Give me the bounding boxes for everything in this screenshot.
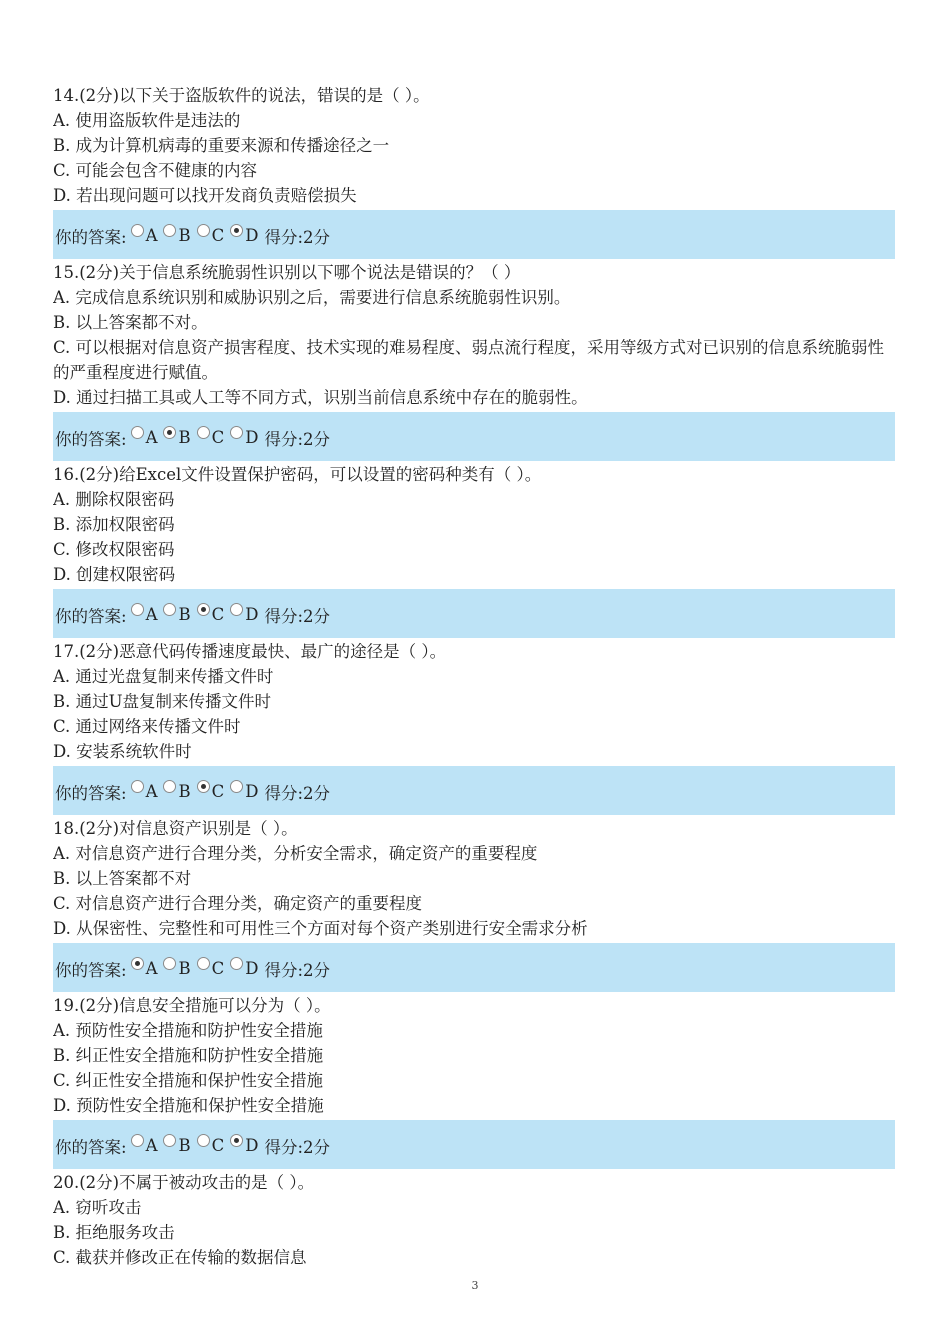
question-block: [53, 639, 895, 815]
answer-bar: [53, 210, 895, 259]
score-text: 得分:2分: [264, 783, 331, 803]
answer-letter: D: [245, 605, 259, 624]
answer-letter: A: [145, 428, 158, 447]
answer-option: C. 对信息资产进行合理分类，确定资产的重要程度: [53, 894, 423, 913]
answer-letter: C: [211, 428, 225, 447]
answer-radio-b[interactable]: [163, 780, 176, 793]
answer-option: C. 修改权限密码: [53, 540, 175, 559]
question-block: [53, 993, 895, 1169]
answer-radio-c[interactable]: [197, 603, 210, 616]
answer-letter: B: [178, 226, 191, 245]
question-stem: 18.(2分)对信息资产识别是（ ）。: [53, 819, 298, 838]
question-stem: 14.(2分)以下关于盗版软件的说法，错误的是（ ）。: [53, 86, 430, 105]
answer-bar: [53, 589, 895, 638]
answer-letter: C: [211, 959, 225, 978]
answer-letter: A: [145, 1136, 158, 1155]
answer-option: A. 预防性安全措施和防护性安全措施: [53, 1021, 323, 1040]
answer-radio-a[interactable]: [131, 224, 144, 237]
answer-letter: B: [178, 782, 191, 801]
answer-radio-c[interactable]: [197, 1134, 210, 1147]
answer-radio-a[interactable]: [131, 603, 144, 616]
answer-radio-c[interactable]: [197, 957, 210, 970]
answer-radio-d[interactable]: [230, 603, 243, 616]
question-block: [53, 260, 895, 461]
answer-letter: B: [178, 959, 191, 978]
answer-letter: C: [211, 1136, 225, 1155]
answer-option: B. 成为计算机病毒的重要来源和传播途径之一: [53, 136, 390, 155]
question-block: [53, 83, 895, 259]
answer-letter: A: [145, 605, 158, 624]
answer-label: 你的答案:: [55, 429, 127, 449]
question-stem: 19.(2分)信息安全措施可以分为（ ）。: [53, 996, 331, 1015]
answer-label: 你的答案:: [55, 1137, 127, 1157]
answer-option: C. 通过网络来传播文件时: [53, 717, 241, 736]
answer-letter: D: [245, 1136, 259, 1155]
answer-radio-c[interactable]: [197, 224, 210, 237]
answer-bar: [53, 1120, 895, 1169]
question-list: [53, 83, 895, 1270]
answer-label: 你的答案:: [55, 606, 127, 626]
answer-option: D. 从保密性、完整性和可用性三个方面对每个资产类别进行安全需求分析: [53, 919, 588, 938]
score-text: 得分:2分: [264, 227, 331, 247]
answer-letter: D: [245, 226, 259, 245]
answer-radio-d[interactable]: [230, 224, 243, 237]
score-text: 得分:2分: [264, 1137, 331, 1157]
answer-radio-b[interactable]: [163, 224, 176, 237]
answer-letter: D: [245, 428, 259, 447]
answer-option: C. 可以根据对信息资产损害程度、技术实现的难易程度、弱点流行程度，采用等级方式对已识别的信息系统脆弱性的严重程度进行赋值。: [53, 338, 885, 382]
answer-option: A. 窃听攻击: [53, 1198, 142, 1217]
answer-letter: D: [245, 782, 259, 801]
answer-bar: [53, 766, 895, 815]
answer-bar: [53, 943, 895, 992]
answer-option: D. 创建权限密码: [53, 565, 176, 584]
answer-option: A. 完成信息系统识别和威胁识别之后，需要进行信息系统脆弱性识别。: [53, 288, 571, 307]
answer-letter: A: [145, 226, 158, 245]
answer-option: C. 截获并修改正在传输的数据信息: [53, 1248, 307, 1267]
question-stem: 16.(2分)给Excel文件设置保护密码，可以设置的密码种类有（ ）。: [53, 465, 542, 484]
answer-letter: B: [178, 605, 191, 624]
answer-letter: B: [178, 1136, 191, 1155]
answer-radio-d[interactable]: [230, 957, 243, 970]
score-text: 得分:2分: [264, 429, 331, 449]
page-number: 3: [471, 1279, 479, 1292]
answer-radio-d[interactable]: [230, 426, 243, 439]
answer-option: B. 添加权限密码: [53, 515, 175, 534]
answer-letter: B: [178, 428, 191, 447]
answer-radio-d[interactable]: [230, 1134, 243, 1147]
answer-letter: D: [245, 959, 259, 978]
answer-radio-a[interactable]: [131, 780, 144, 793]
answer-option: C. 纠正性安全措施和保护性安全措施: [53, 1071, 324, 1090]
answer-option: D. 若出现问题可以找开发商负责赔偿损失: [53, 186, 357, 205]
answer-option: B. 拒绝服务攻击: [53, 1223, 175, 1242]
answer-radio-c[interactable]: [197, 780, 210, 793]
question-stem: 17.(2分)恶意代码传播速度最快、最广的途径是（ ）。: [53, 642, 447, 661]
answer-option: D. 预防性安全措施和保护性安全措施: [53, 1096, 324, 1115]
answer-bar: [53, 412, 895, 461]
answer-radio-a[interactable]: [131, 426, 144, 439]
answer-letter: A: [145, 959, 158, 978]
question-block: [53, 462, 895, 638]
score-text: 得分:2分: [264, 606, 331, 626]
answer-radio-d[interactable]: [230, 780, 243, 793]
question-block: [53, 816, 895, 992]
answer-option: A. 删除权限密码: [53, 490, 175, 509]
answer-option: D. 安装系统软件时: [53, 742, 192, 761]
question-stem: 15.(2分)关于信息系统脆弱性识别以下哪个说法是错误的？（ ）: [53, 263, 521, 282]
answer-option: C. 可能会包含不健康的内容: [53, 161, 258, 180]
score-text: 得分:2分: [264, 960, 331, 980]
answer-option: A. 通过光盘复制来传播文件时: [53, 667, 274, 686]
question-stem: 20.(2分)不属于被动攻击的是（ ）。: [53, 1173, 315, 1192]
answer-radio-b[interactable]: [163, 957, 176, 970]
answer-letter: C: [211, 782, 225, 801]
answer-radio-c[interactable]: [197, 426, 210, 439]
answer-option: A. 对信息资产进行合理分类，分析安全需求，确定资产的重要程度: [53, 844, 538, 863]
question-block: [53, 1170, 895, 1270]
answer-letter: A: [145, 782, 158, 801]
answer-label: 你的答案:: [55, 227, 127, 247]
answer-radio-a[interactable]: [131, 957, 144, 970]
answer-option: B. 以上答案都不对: [53, 869, 192, 888]
answer-label: 你的答案:: [55, 960, 127, 980]
answer-option: B. 通过U盘复制来传播文件时: [53, 692, 272, 711]
answer-letter: C: [211, 605, 225, 624]
answer-radio-b[interactable]: [163, 603, 176, 616]
answer-radio-b[interactable]: [163, 1134, 176, 1147]
answer-radio-b[interactable]: [163, 426, 176, 439]
answer-label: 你的答案:: [55, 783, 127, 803]
answer-option: B. 纠正性安全措施和防护性安全措施: [53, 1046, 324, 1065]
answer-option: D. 通过扫描工具或人工等不同方式，识别当前信息系统中存在的脆弱性。: [53, 388, 588, 407]
answer-radio-a[interactable]: [131, 1134, 144, 1147]
answer-letter: C: [211, 226, 225, 245]
answer-option: B. 以上答案都不对。: [53, 313, 208, 332]
answer-option: A. 使用盗版软件是违法的: [53, 111, 241, 130]
